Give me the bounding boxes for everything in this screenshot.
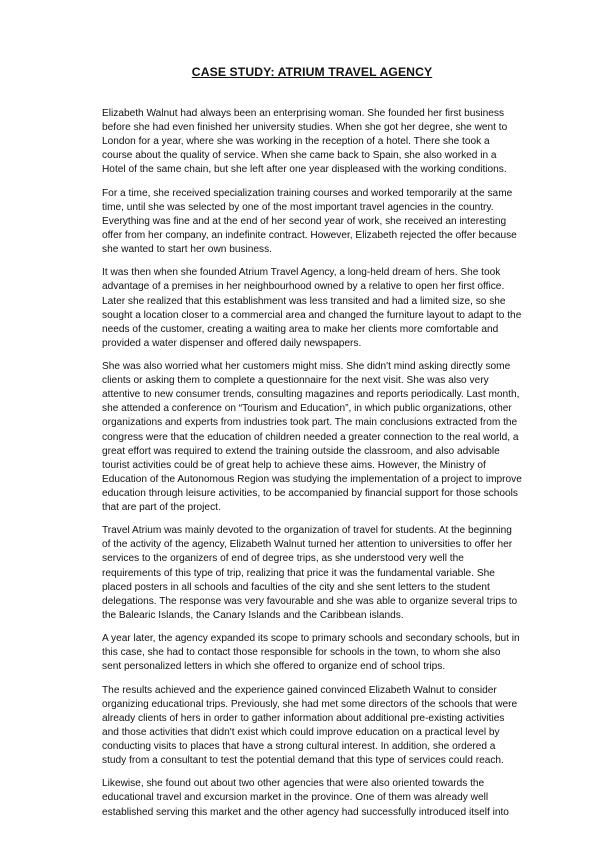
document-page: [102, 64, 522, 829]
paragraph-1: Elizabeth Walnut had always been an enterprising woman. She founded her first business before she had even finished her university studies. When she got her degree, she went to London for a year, where she was working in the reception of a hotel. There she took a course about the quality of service. When she came back to Spain, she also worked in a Hotel of the same chain, but she left after one year displeased with the working conditions.: [102, 108, 508, 176]
paragraph-3: It was then when she founded Atrium Travel Agency, a long-held dream of hers. She took advantage of a premises in her neighbourhood owned by a relative to open her first office. Later she realized that this establishment was less transited and had a limited size, so she sought a location closer to a commercial area and changed the furniture layout to adapt to the needs of the customer, creating a waiting area to make her clients more comfortable and provided a water dispenser and offered daily newspapers.: [102, 267, 522, 349]
paragraph-2: For a time, she received specialization training courses and worked temporarily at the same time, until she was selected by one of the most important travel agencies in the country. Everything was fine and at the end of her second year of work, she received an interesting offer from her company, an indefinite contract. However, Elizabeth rejected the offer because she wanted to start her own business.: [102, 187, 517, 256]
paragraph-6: A year later, the agency expanded its scope to primary schools and secondary schools, but in this case, she had to contact those responsible for schools in the town, to whom she also sent personalized letters in which she offered to organize end of school trips.: [102, 633, 520, 673]
paragraph-8: Likewise, she found out about two other agencies that were also oriented towards the educational travel and excursion market in the province. One of them was already well established serving this market and the other agency had successfully introduced itself into: [102, 778, 509, 818]
paragraph-5: Travel Atrium was mainly devoted to the organization of travel for students. At the beginning of the activity of the agency, Elizabeth Walnut turned her attention to universities to offer her services to the organizers of end of degree trips, as she understood very well the requirements of this type of trip, realizing that price it was the fundamental variable. She placed posters in all schools and faculties of the city and she sent letters to the student delegations. The response was very favourable and she was able to organize several trips to the Balearic Islands, the Canary Islands and the Caribbean islands.: [102, 525, 518, 621]
paragraph-4: She was also worried what her customers might miss. She didn't mind asking directly some clients or asking them to complete a questionnaire for the next visit. She was also very attentive to new consumer trends, consulting magazines and reports periodically. Last month, she attended a conference on “Tourism and Education”, in which public organizations, other organizations and experts from industries took part. The main conclusions extracted from the congress were that the education of children needed a greater connection to the real world, a great effort was required to extend the training outside the classroom, and also advisable tourist activities could be of great help to achieve these aims. However, the Ministry of Education of the Autonomous Region was studying the implementation of a project to improve education through leisure activities, to be accompanied by financial support for those schools that are part of the project.: [102, 361, 522, 513]
paragraph-7: The results achieved and the experience gained convinced Elizabeth Walnut to consider organizing educational trips. Previously, she had met some directors of the schools that were already clients of hers in order to gather information about additional pre-existing activities and those activities that didn't exist which could improve education on a practical level by conducting visits to places that have a strong cultural interest. In addition, she ordered a study from a consultant to test the potential demand that this type of services could reach.: [102, 684, 518, 767]
document-title: CASE STUDY: ATRIUM TRAVEL AGENCY: [191, 65, 433, 79]
